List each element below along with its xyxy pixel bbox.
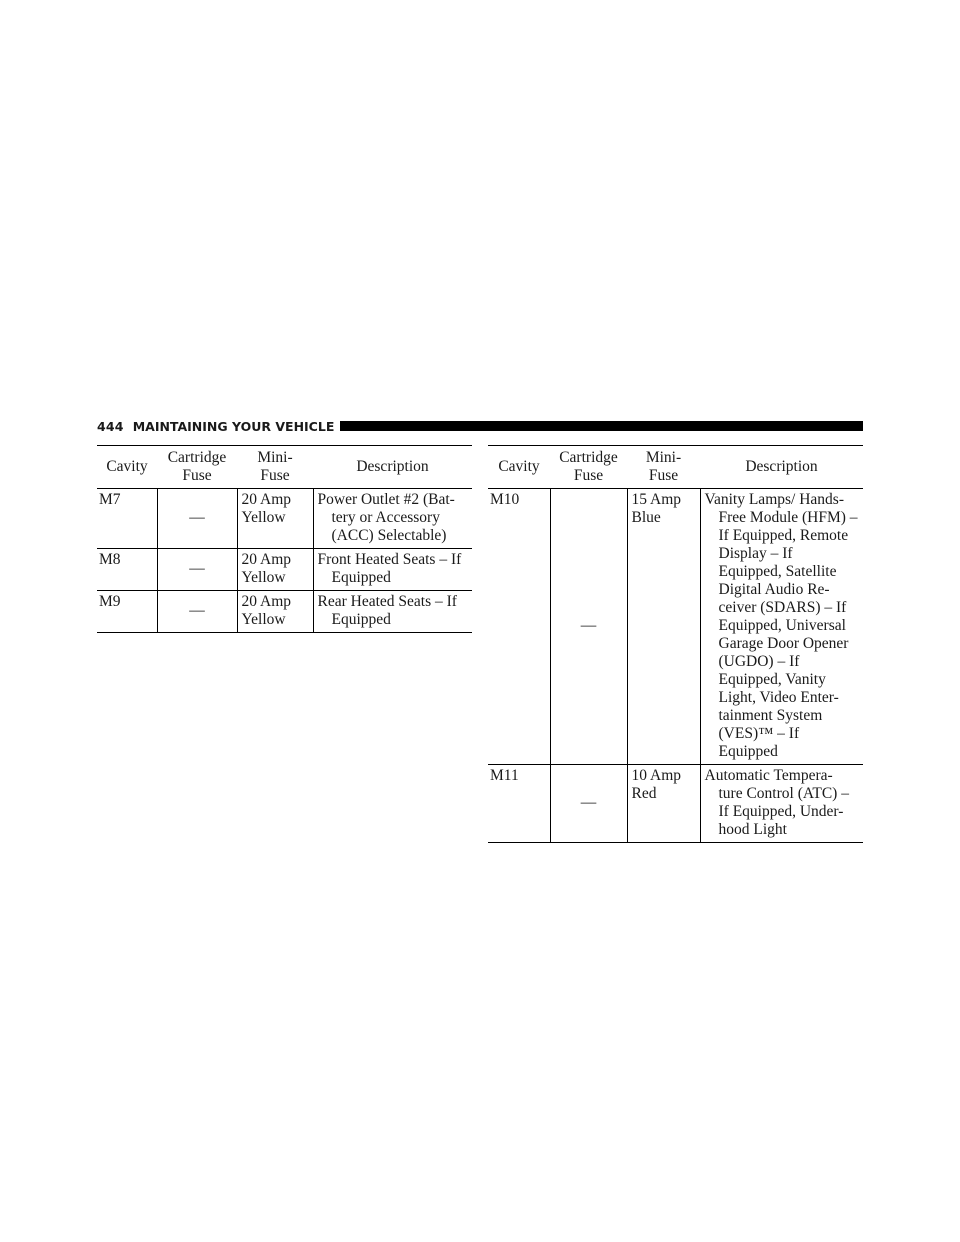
mini-fuse-cell: 20 Amp Yellow xyxy=(237,549,313,591)
table-row xyxy=(97,549,472,591)
col-header-mini: Mini- Fuse xyxy=(237,446,313,489)
col-header-cavity: Cavity xyxy=(97,446,157,489)
cavity-cell: M11 xyxy=(488,765,550,843)
mini-fuse-cell: 15 Amp Blue xyxy=(627,489,700,765)
col-header-cartridge: Cartridge Fuse xyxy=(550,446,627,489)
col-header-description: Description xyxy=(700,446,863,489)
table-row xyxy=(97,591,472,633)
description-cell: Power Outlet #2 (Bat- tery or Accessory (ACC) Selectable) xyxy=(313,489,472,549)
col-header-cartridge: Cartridge Fuse xyxy=(157,446,237,489)
col-header-mini: Mini- Fuse xyxy=(627,446,700,489)
fuse-table-left xyxy=(97,445,472,633)
table-row xyxy=(97,489,472,549)
mini-fuse-cell: 20 Amp Yellow xyxy=(237,489,313,549)
page-number: 444 xyxy=(97,418,124,434)
description-cell: Front Heated Seats – If Equipped xyxy=(313,549,472,591)
cartridge-cell: — xyxy=(157,549,237,591)
description-cell: Vanity Lamps/ Hands-Free Module (HFM) – If Equipped, Remote Display – If Equipped, Satellite Digital Audio Re- ceiver (SDARS) – If Equipped, Universal Garage Door Opener (UGDO) – If Equipped, Vanity Light, Video Enter- tainment System (VES)™ – If Equipped xyxy=(700,489,863,765)
table-header-row xyxy=(97,446,472,489)
mini-fuse-cell: 10 Amp Red xyxy=(627,765,700,843)
cartridge-cell: — xyxy=(550,765,627,843)
description-cell: Automatic Tempera- ture Control (ATC) – If Equipped, Under- hood Light xyxy=(700,765,863,843)
table-header-row xyxy=(488,446,863,489)
cavity-cell: M10 xyxy=(488,489,550,765)
col-header-description: Description xyxy=(313,446,472,489)
cavity-cell: M8 xyxy=(97,549,157,591)
description-cell: Rear Heated Seats – If Equipped xyxy=(313,591,472,633)
page-header xyxy=(97,415,863,437)
cartridge-cell: — xyxy=(157,489,237,549)
header-rule xyxy=(340,421,863,431)
table-row xyxy=(488,765,863,843)
cartridge-cell: — xyxy=(550,489,627,765)
fuse-table-right xyxy=(488,445,863,843)
section-title: MAINTAINING YOUR VEHICLE xyxy=(132,418,335,434)
cavity-cell: M9 xyxy=(97,591,157,633)
mini-fuse-cell: 20 Amp Yellow xyxy=(237,591,313,633)
col-header-cavity: Cavity xyxy=(488,446,550,489)
cavity-cell: M7 xyxy=(97,489,157,549)
table-row xyxy=(488,489,863,765)
cartridge-cell: — xyxy=(157,591,237,633)
